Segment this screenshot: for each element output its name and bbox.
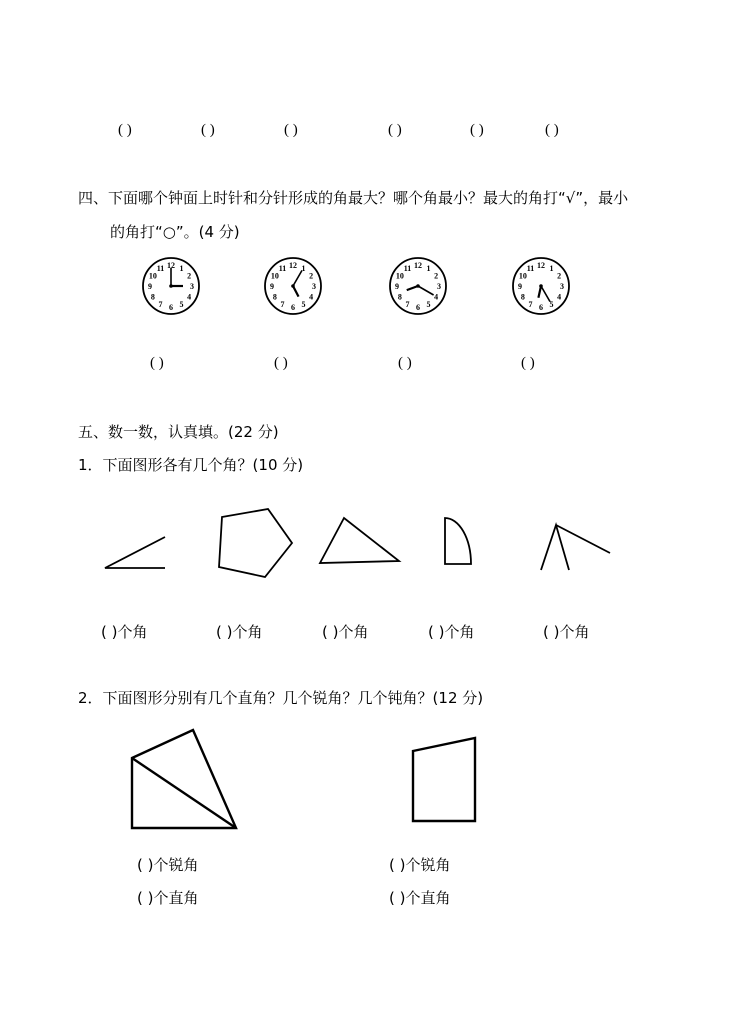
clock-number: 9 <box>270 282 274 291</box>
clock-number: 12 <box>414 261 422 270</box>
clock-number: 3 <box>437 282 441 291</box>
shape-angle <box>100 530 170 575</box>
clock-face-3 <box>388 256 448 316</box>
clock-number: 12 <box>537 261 545 270</box>
clock-number: 1 <box>301 263 306 273</box>
clock-number: 11 <box>403 263 412 273</box>
q2-title: 2．下面图形分别有几个直角？几个锐角？几个钝角？(12 分) <box>78 689 484 707</box>
clock-number: 8 <box>150 292 155 302</box>
clock-number: 4 <box>187 292 192 302</box>
clock-number: 1 <box>426 263 431 273</box>
clock-blank-4[interactable]: ( ) <box>521 355 535 371</box>
clock-number: 8 <box>520 292 525 302</box>
clock-number: 4 <box>434 292 439 302</box>
clock-face-2 <box>263 256 323 316</box>
clock-number: 1 <box>549 263 554 273</box>
clock-number: 7 <box>528 300 533 310</box>
clock-number: 6 <box>539 303 543 312</box>
top-blank-1[interactable]: ( ) <box>118 122 132 138</box>
clock-number: 10 <box>518 271 527 281</box>
q1-answer-4[interactable]: ( )个角 <box>428 623 475 641</box>
clock-number: 12 <box>289 261 297 270</box>
shape-trapezoid <box>408 733 480 827</box>
shape-pentagon <box>213 505 298 583</box>
clock-number: 1 <box>179 263 184 273</box>
q2-left-right[interactable]: ( )个直角 <box>137 889 199 907</box>
clock-number: 5 <box>426 300 431 310</box>
q1-answer-2[interactable]: ( )个角 <box>216 623 263 641</box>
clock-number: 2 <box>187 271 192 281</box>
clock-number: 11 <box>526 263 535 273</box>
clock-number: 4 <box>309 292 314 302</box>
clock-number: 5 <box>549 300 554 310</box>
minute-hand <box>293 270 302 286</box>
clock-number: 11 <box>278 263 287 273</box>
top-blank-5[interactable]: ( ) <box>470 122 484 138</box>
clock-number: 5 <box>301 300 306 310</box>
clock-number: 7 <box>158 300 163 310</box>
clock-number: 11 <box>156 263 165 273</box>
q2-left-acute[interactable]: ( )个锐角 <box>137 856 199 874</box>
clock-number: 7 <box>405 300 410 310</box>
clock-number: 9 <box>518 282 522 291</box>
q1-answer-3[interactable]: ( )个角 <box>322 623 369 641</box>
clock-face-1 <box>141 256 201 316</box>
clock-number: 12 <box>167 261 175 270</box>
shape-quadrilateral-split <box>126 726 242 834</box>
clock-number: 8 <box>272 292 277 302</box>
clock-blank-2[interactable]: ( ) <box>274 355 288 371</box>
minute-hand <box>418 286 434 295</box>
clock-center <box>539 284 543 288</box>
clock-number: 10 <box>270 271 279 281</box>
top-blank-4[interactable]: ( ) <box>388 122 402 138</box>
clock-number: 9 <box>148 282 152 291</box>
clock-face-4 <box>511 256 571 316</box>
section4-title-line1: 四、下面哪个钟面上时针和分针形成的角最大？哪个角最小？最大的角打“√”，最小 <box>78 189 629 207</box>
q2-right-acute[interactable]: ( )个锐角 <box>389 856 451 874</box>
clock-number: 2 <box>309 271 314 281</box>
shape-quarter-circle <box>441 514 481 569</box>
shape-two-angles <box>536 520 616 575</box>
top-blank-3[interactable]: ( ) <box>284 122 298 138</box>
clock-number: 4 <box>557 292 562 302</box>
clock-number: 5 <box>179 300 184 310</box>
clock-blank-1[interactable]: ( ) <box>150 355 164 371</box>
q1-answer-1[interactable]: ( )个角 <box>101 623 148 641</box>
clock-center <box>169 284 173 288</box>
clock-number: 3 <box>560 282 564 291</box>
q1-title: 1．下面图形各有几个角？(10 分) <box>78 456 304 474</box>
clock-center <box>291 284 295 288</box>
clock-number: 9 <box>395 282 399 291</box>
clock-number: 6 <box>416 303 420 312</box>
clock-number: 10 <box>395 271 404 281</box>
clock-number: 3 <box>312 282 316 291</box>
clock-number: 8 <box>397 292 402 302</box>
shape-triangle <box>316 513 404 568</box>
clock-blank-3[interactable]: ( ) <box>398 355 412 371</box>
top-blank-2[interactable]: ( ) <box>201 122 215 138</box>
clock-center <box>416 284 420 288</box>
section5-title: 五、数一数，认真填。(22 分) <box>78 423 279 441</box>
q2-right-right[interactable]: ( )个直角 <box>389 889 451 907</box>
clock-number: 3 <box>190 282 194 291</box>
clock-number: 6 <box>291 303 295 312</box>
section4-title-line2: 的角打“○”。(4 分) <box>110 223 240 241</box>
clock-number: 7 <box>280 300 285 310</box>
top-blank-6[interactable]: ( ) <box>545 122 559 138</box>
clock-number: 10 <box>148 271 157 281</box>
clock-number: 2 <box>557 271 562 281</box>
clock-number: 2 <box>434 271 439 281</box>
q1-answer-5[interactable]: ( )个角 <box>543 623 590 641</box>
minute-hand <box>541 286 550 302</box>
clock-number: 6 <box>169 303 173 312</box>
